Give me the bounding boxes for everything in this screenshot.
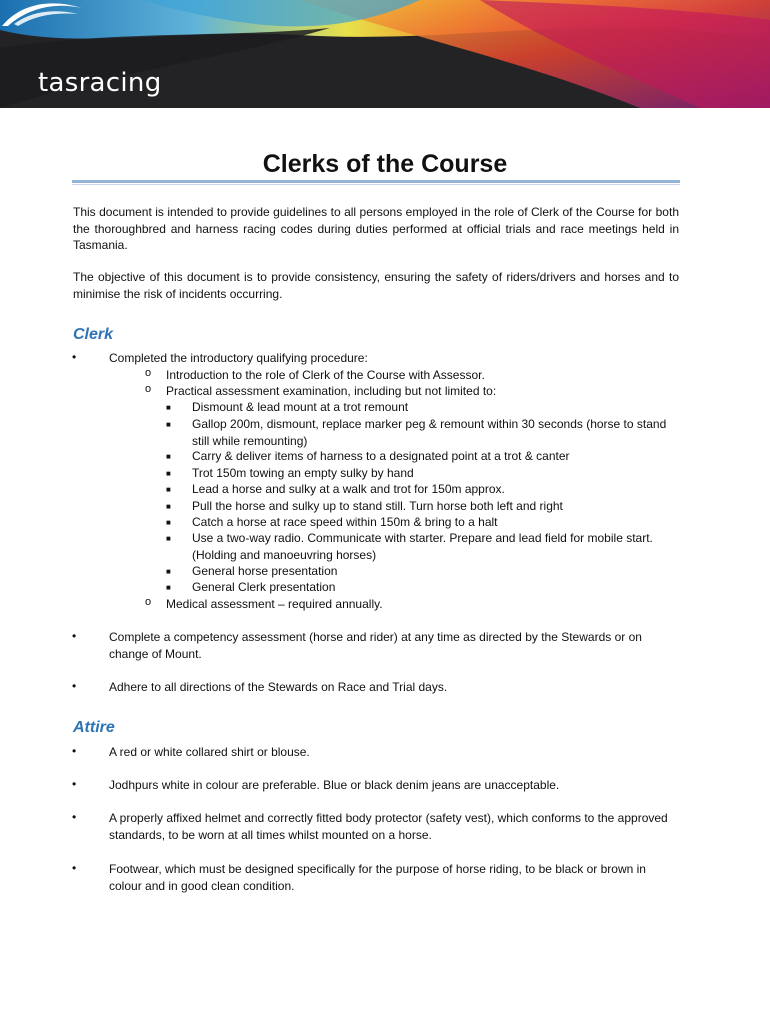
square-bullet-icon: ■ bbox=[166, 534, 171, 543]
assessment-point: Gallop 200m, dismount, replace marker peg & remount within 30 seconds (horse to stand still while remounting) bbox=[192, 417, 667, 448]
intro-paragraph-2: The objective of this document is to provide consistency, ensuring the safety of riders/drivers and horses and to minimise the risk of incidents occurring. bbox=[73, 270, 679, 301]
square-bullet-icon: ■ bbox=[166, 518, 171, 527]
list-item: A red or white collared shirt or blouse. bbox=[109, 745, 310, 759]
square-bullet-icon: ■ bbox=[166, 469, 171, 478]
title-underline-shadow bbox=[72, 184, 680, 185]
sub-list-item: Introduction to the role of Clerk of the Course with Assessor. bbox=[166, 368, 485, 382]
bullet-icon: • bbox=[72, 350, 77, 364]
square-bullet-icon: ■ bbox=[166, 485, 171, 494]
square-bullet-icon: ■ bbox=[166, 403, 171, 412]
header-banner bbox=[0, 0, 770, 108]
square-bullet-icon: ■ bbox=[166, 420, 171, 429]
list-item: Complete a competency assessment (horse and rider) at any time as directed by the Stewards or on change of Mount. bbox=[109, 630, 642, 661]
assessment-point: Dismount & lead mount at a trot remount bbox=[192, 400, 409, 414]
list-item: Completed the introductory qualifying procedure: bbox=[109, 351, 368, 365]
logo-text: tasracing bbox=[38, 68, 162, 98]
bullet-icon: • bbox=[72, 777, 77, 791]
list-item: Jodhpurs white in colour are preferable. Blue or black denim jeans are unacceptable. bbox=[109, 778, 560, 792]
bullet-icon: • bbox=[72, 629, 77, 643]
bullet-icon: • bbox=[72, 810, 77, 824]
assessment-point: Catch a horse at race speed within 150m & bring to a halt bbox=[192, 515, 498, 529]
assessment-point: Lead a horse and sulky at a walk and trot for 150m approx. bbox=[192, 482, 505, 496]
bullet-icon: • bbox=[72, 861, 77, 875]
assessment-point: Trot 150m towing an empty sulky by hand bbox=[192, 466, 414, 480]
circle-bullet-icon: o bbox=[145, 367, 152, 379]
circle-bullet-icon: o bbox=[145, 383, 152, 395]
section-heading-attire: Attire bbox=[73, 719, 115, 736]
section-heading-clerk: Clerk bbox=[73, 326, 114, 343]
assessment-point: Carry & deliver items of harness to a designated point at a trot & canter bbox=[192, 449, 570, 463]
assessment-point: General Clerk presentation bbox=[192, 580, 336, 594]
page-title: Clerks of the Course bbox=[262, 150, 508, 178]
square-bullet-icon: ■ bbox=[166, 583, 171, 592]
sub-list-item: Practical assessment examination, including but not limited to: bbox=[166, 384, 497, 398]
bullet-icon: • bbox=[72, 679, 77, 693]
circle-bullet-icon: o bbox=[145, 596, 152, 608]
assessment-point: General horse presentation bbox=[192, 564, 338, 578]
bullet-icon: • bbox=[72, 744, 77, 758]
sub-list-item: Medical assessment – required annually. bbox=[166, 597, 383, 611]
assessment-point: Use a two-way radio. Communicate with starter. Prepare and lead field for mobile start. (Holding and manoeuvring horses) bbox=[192, 531, 653, 562]
title-underline bbox=[72, 180, 680, 183]
square-bullet-icon: ■ bbox=[166, 502, 171, 511]
logo-swoosh-icon bbox=[0, 0, 84, 28]
square-bullet-icon: ■ bbox=[166, 452, 171, 461]
square-bullet-icon: ■ bbox=[166, 567, 171, 576]
list-item: Adhere to all directions of the Stewards on Race and Trial days. bbox=[109, 680, 448, 694]
intro-paragraph-1: This document is intended to provide guidelines to all persons employed in the role of Clerk of the Course for both the thoroughbred and harness racing codes during duties performed at official trials and race meetings held in Tasmania. bbox=[73, 205, 679, 252]
list-item: A properly affixed helmet and correctly fitted body protector (safety vest), which conforms to the approved standards, to be worn at all times whilst mounted on a horse. bbox=[109, 811, 668, 842]
assessment-point: Pull the horse and sulky up to stand still. Turn horse both left and right bbox=[192, 499, 563, 513]
list-item: Footwear, which must be designed specifically for the purpose of horse riding, to be black or brown in colour and in good clean condition. bbox=[109, 862, 646, 893]
